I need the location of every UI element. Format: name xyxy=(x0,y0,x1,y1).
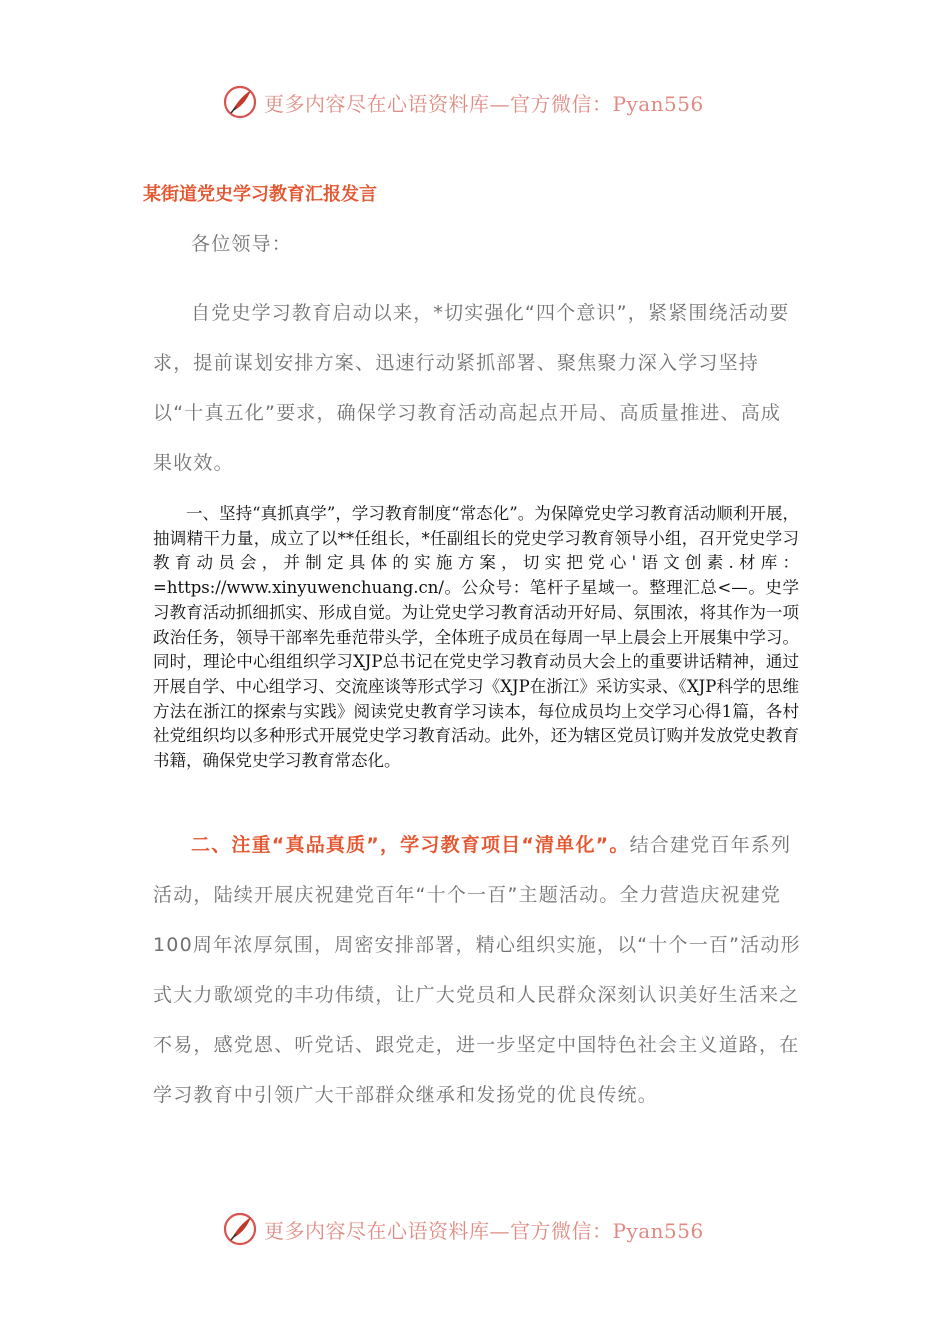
section-2-body: 结合建党百年系列活动，陆续开展庆祝建党百年“十个一百”主题活动。全力营造庆祝建党100周年浓厚氛围，周密安排部署，精心组织实施，以“十个一百”活动形式大力歌颂党的丰功伟绩，让广大党员和人民群众深刻认识美好生活来之不易，感党恩、听党话、跟党走，进一步坚定中国特色社会主义道路，在学习教育中引领广大干部群众继承和发扬党的优良传统。 xyxy=(153,834,801,1106)
section-1-paragraph: 一、坚持“真抓真学”，学习教育制度“常态化”。为保障党史学习教育活动顺利开展，抽调精干力量，成立了以**任组长，*任副组长的党史学习教育领导小组，召开党史学习教育动员会，并制定具体的实施方案，切实把党心'语文创素.材库：=https://www.xinyuwenchuang.cn/。公众号：笔杆子星域一。整理汇总<—。史学习教育活动抓细抓实、形成自觉。为让党史学习教育活动开好局、氛围浓，将其作为一项政治任务，领导干部率先垂范带头学，全体班子成员在每周一早上晨会上开展集中学习。同时，理论中心组组织学习XJP总书记在党史学习教育动员大会上的重要讲话精神，通过开展自学、中心组学习、交流座谈等形式学习《XJP在浙江》采访实录、《XJP科学的思维方法在浙江的探索与实践》阅读党史教育学习读本，每位成员均上交学习心得1篇，各村社党组织均以多种形式开展党史学习教育活动。此外，还为辖区党员订购并发放党史教育书籍，确保党史学习教育常态化。 xyxy=(153,504,799,771)
watermark-banner-top xyxy=(222,82,722,122)
watermark-banner-bottom xyxy=(222,1209,722,1249)
section-2-heading: 二、注重“真品真质”，学习教育项目“清单化”。 xyxy=(191,834,630,856)
quill-pen-logo-icon xyxy=(222,1211,258,1247)
watermark-text: 更多内容尽在心语资料库—官方微信：Pyan556 xyxy=(264,91,704,116)
intro-paragraph: 自党史学习教育启动以来，*切实强化“四个意识”，紧紧围绕活动要求，提前谋划安排方案、迅速行动紧抓部署、聚焦聚力深入学习坚持以“十真五化”要求，确保学习教育活动高起点开局、高质量推进、高成果收效。 xyxy=(153,302,790,474)
salutation: 各位领导： xyxy=(191,233,293,255)
quill-pen-logo-icon xyxy=(222,84,258,120)
section-2-paragraph xyxy=(153,820,801,1120)
watermark-text: 更多内容尽在心语资料库—官方微信：Pyan556 xyxy=(264,1218,704,1243)
document-title: 某街道党史学习教育汇报发言 xyxy=(143,184,377,205)
